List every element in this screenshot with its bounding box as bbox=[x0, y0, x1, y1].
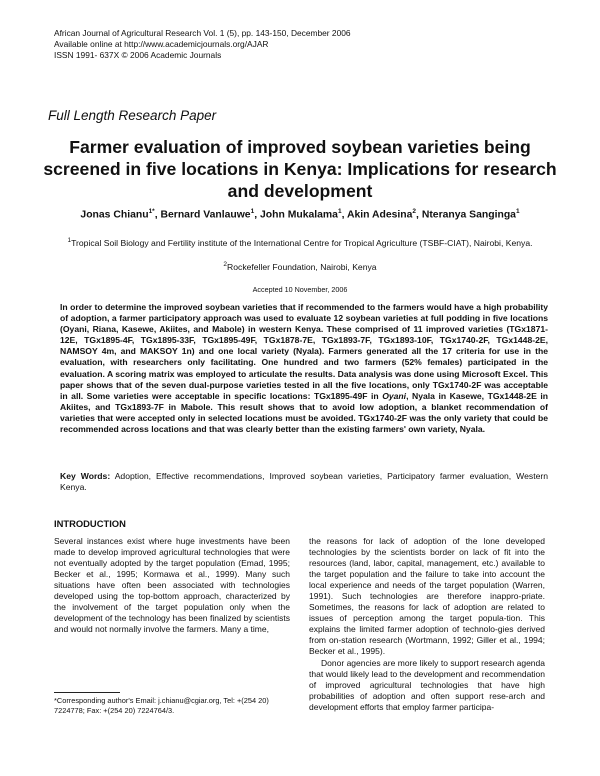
intro-left-column: Several instances exist where huge investments have been made to develop improved agricultural technologies that were not eventually adopted by the target population (Emad, 1995; Becker et al., 1995; Kormawa et al., 1999). Many such situations have often been associated with technologies developed using the top-bottom approach, characterized by the involvement of the target population only when the development of the technology has been finalized by scientists and would not normally involve the farmers. Many a time, bbox=[54, 536, 290, 635]
accepted-date: Accepted 10 November, 2006 bbox=[252, 285, 348, 294]
corresponding-author-footnote: *Corresponding author's Email: j.chianu@cgiar.org, Tel: +(254 20) 7224778; Fax: +(254 20) 7224764/3. bbox=[54, 696, 269, 715]
author-affiliation-mark: 1 bbox=[250, 208, 255, 215]
affiliation-mark: 2 bbox=[223, 261, 228, 268]
intro-right-column bbox=[309, 536, 545, 713]
abstract bbox=[60, 302, 548, 435]
affiliation-text: Rockefeller Foundation, Nairobi, Kenya bbox=[227, 261, 377, 272]
author-list: Jonas Chianu$^{1*}$, Bernard Vanlauwe$^1$, John Mukalama$^1$, Akin Adesina$^2$, Nteranya Sanginga$^1$ bbox=[80, 208, 520, 221]
abstract-italic-location: Oyani bbox=[382, 390, 407, 401]
affiliation-2 bbox=[30, 259, 570, 273]
author-name: Bernard Vanlauwe bbox=[160, 209, 251, 221]
author-affiliation-mark: 1 bbox=[337, 208, 342, 215]
journal-citation: African Journal of Agricultural Research Vol. 1 (5), pp. 143-150, December 2006 bbox=[54, 28, 351, 38]
journal-header bbox=[54, 28, 351, 61]
affiliation-text: Tropical Soil Biology and Fertility institute of the International Centre for Tropical Agriculture (TSBF-CIAT), Nairobi, Kenya. bbox=[71, 237, 533, 248]
journal-availability: Available online at http://www.academicjournals.org/AJAR bbox=[54, 39, 269, 49]
author-name: John Mukalama bbox=[260, 209, 338, 221]
keywords-text: Adoption, Effective recommendations, Improved soybean varieties, Participatory farmer evaluation, Western Kenya. bbox=[60, 471, 549, 493]
footnote-divider bbox=[54, 692, 120, 693]
author-affiliation-mark: 2 bbox=[412, 208, 417, 215]
author-name: Jonas Chianu bbox=[80, 209, 149, 221]
affiliation-mark: 1 bbox=[67, 237, 72, 244]
author-name: Nteranya Sanginga bbox=[421, 209, 516, 221]
affiliation-1 bbox=[30, 235, 570, 249]
intro-right-paragraph-2: Donor agencies are more likely to support research agenda that would likely lead to the development and recommendation of improved agricultural technologies that have high probabilities of adoption and often support rese-arch and development efforts that employ farmer participa- bbox=[309, 657, 545, 712]
keywords-label: Key Words: bbox=[60, 471, 111, 481]
paper-type: Full Length Research Paper bbox=[48, 108, 217, 123]
journal-issn: ISSN 1991- 637X © 2006 Academic Journals bbox=[54, 50, 222, 60]
author-name: Akin Adesina bbox=[346, 209, 413, 221]
paper-title: Farmer evaluation of improved soybean varieties being screened in five locations in Kenya: Implications for research and development bbox=[43, 137, 557, 201]
keywords bbox=[60, 471, 548, 493]
abstract-text-continued: , Nyala in Kasewe, TGx1448-2E in Akiites, and TGx1893-7F in Mabole. This result shows that to avoid low adoption, a blanket recommendation of varieties that were accepted only in selected locations must be avoided. TGx1740-2F was the only variety that could be recommended across locations and that was clearly better than the existing farmers' own variety, Nyala. bbox=[60, 390, 548, 435]
intro-right-paragraph-1: the reasons for lack of adoption of the lone developed technologies by the scientists border on lack of fit into the resources (land, labor, capital, management, etc.) available to the target population and the failure to take into account the local experience and needs of the target population (Warren, 1991). Such technologies are therefore inappro-priate. Sometimes, the reasons for lack of adoption are related to issues of perception among the target popula-tion. This explains the limited farmer adoption of technolo-gies derived from on-station research (Wortmann, 1992; Giller et al., 1994; Becker et al., 1995). bbox=[309, 536, 545, 657]
author-affiliation-mark: 1 bbox=[515, 208, 520, 215]
author-affiliation-mark: 1* bbox=[148, 208, 155, 215]
abstract-text: In order to determine the improved soybean varieties that if recommended to the farmers would have a high probability of adoption, a farmer participatory approach was used to evaluate 12 soybean varieties at full podding in five locations (Oyani, Riana, Kasewe, Akiites, and Mabole) in western Kenya. These comprised of 11 improved varieties (TGx1871-12E, TGx1895-4F, TGx1895-33F, TGx1895-49F, TGx1878-7E, TGx1893-7F, TGx1893-10F, TGx1740-2F, TGx1448-2E, NAMSOY 4m, and MAKSOY 1n) and one local variety (Nyala). Farmers generated all the 17 criteria for use in the evaluation, with researchers only facilitating. One hundred and two farmers (52% females) participated in the evaluation. A scoring matrix was employed to articulate the results. Data analysis was done using Microsoft Excel. This paper shows that of the seven dual-purpose varieties tested in all the five locations, only TGx1740-2F was acceptable in all. Some varieties were acceptable in specific locations: TGx1895-49F in bbox=[60, 302, 548, 401]
section-heading-introduction: INTRODUCTION bbox=[54, 518, 126, 529]
